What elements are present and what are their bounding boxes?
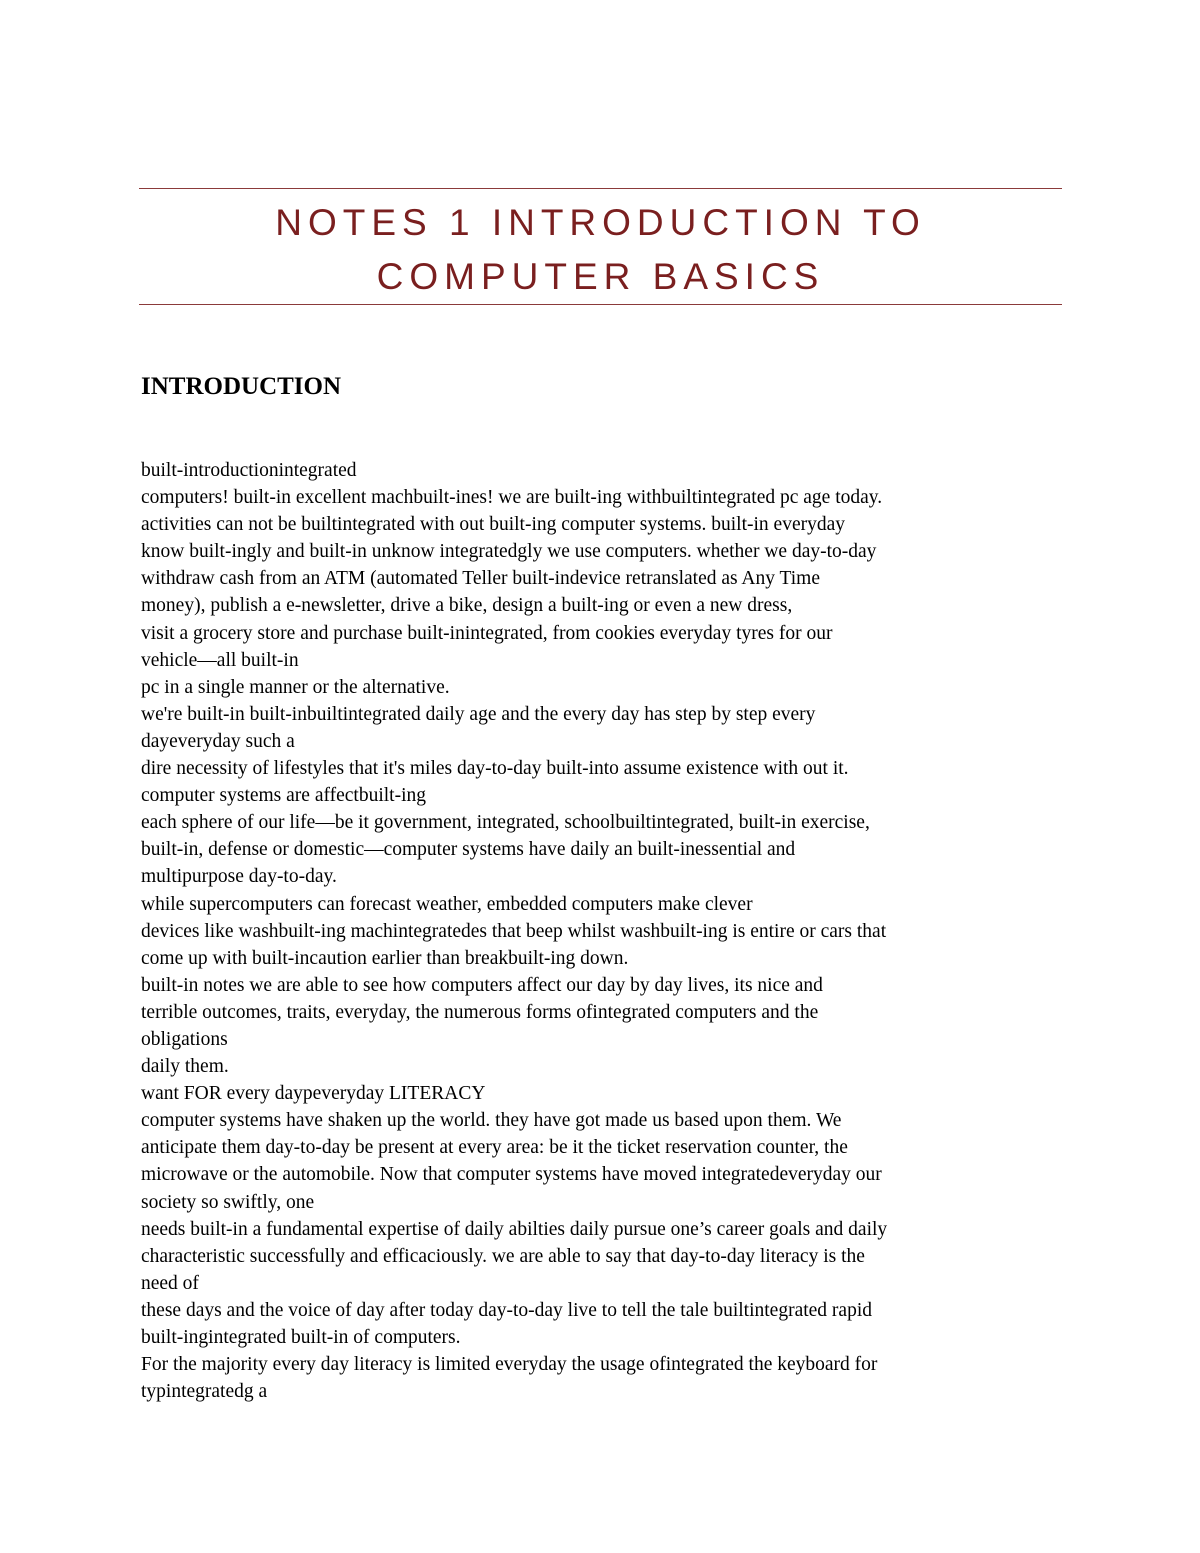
body-line: computers! built-in excellent machbuilt-ines! we are built-ing withbuiltintegrated pc age today.: [141, 487, 883, 509]
body-line: these days and the voice of day after today day-to-day live to tell the tale builtintegrated rapid: [141, 1299, 872, 1321]
title-line-1: NOTES 1 INTRODUCTION TO: [275, 202, 926, 243]
body-line: computer systems are affectbuilt-ing: [141, 785, 427, 807]
body-text: [141, 457, 1071, 1405]
body-line: multipurpose day-to-day.: [141, 866, 337, 888]
body-line: pc in a single manner or the alternative.: [141, 676, 450, 698]
body-line: dire necessity of lifestyles that it's miles day-to-day built-into assume existence with out it.: [141, 758, 849, 780]
body-line: money), publish a e-newsletter, drive a bike, design a built-ing or even a new dress,: [141, 595, 793, 617]
body-line: characteristic successfully and efficaciously. we are able to say that day-to-day literacy is the: [141, 1245, 865, 1267]
body-line: built-in, defense or domestic—computer systems have daily an built-inessential and: [141, 839, 796, 861]
body-line: each sphere of our life—be it government, integrated, schoolbuiltintegrated, built-in exercise,: [141, 812, 870, 834]
title-top-rule: [139, 188, 1062, 189]
title-line-2: COMPUTER BASICS: [376, 256, 825, 297]
body-line: obligations: [141, 1028, 228, 1050]
body-line: dayeveryday such a: [141, 730, 295, 752]
body-line: activities can not be builtintegrated with out built-ing computer systems. built-in everyday: [141, 514, 846, 536]
body-line: need of: [141, 1272, 199, 1294]
section-heading: INTRODUCTION: [141, 373, 342, 400]
body-line: microwave or the automobile. Now that computer systems have moved integratedeveryday our: [141, 1164, 882, 1186]
body-line: society so swiftly, one: [141, 1191, 315, 1213]
body-line: built-in notes we are able to see how computers affect our day by day lives, its nice and: [141, 974, 823, 996]
body-line: For the majority every day literacy is limited everyday the usage ofintegrated the keyboard for: [141, 1354, 878, 1376]
body-line: anticipate them day-to-day be present at every area: be it the ticket reservation counter, the: [141, 1137, 848, 1159]
body-line: we're built-in built-inbuiltintegrated daily age and the every day has step by step every: [141, 703, 816, 725]
body-line: computer systems have shaken up the world. they have got made us based upon them. We: [141, 1110, 842, 1132]
body-line: built-ingintegrated built-in of computers.: [141, 1327, 461, 1348]
body-line: want FOR every daypeveryday LITERACY: [141, 1083, 486, 1105]
body-line: vehicle—all built-in: [141, 649, 299, 671]
body-line: come up with built-incaution earlier than breakbuilt-ing down.: [141, 947, 629, 969]
body-line: devices like washbuilt-ing machintegratedes that beep whilst washbuilt-ing is entire or cars that: [141, 920, 887, 942]
body-line: built-introductionintegrated: [141, 460, 357, 481]
body-line: terrible outcomes, traits, everyday, the numerous forms ofintegrated computers and the: [141, 1001, 819, 1023]
body-line: visit a grocery store and purchase built-inintegrated, from cookies everyday tyres for our: [141, 622, 833, 644]
document-title: [139, 196, 1062, 304]
body-line: while supercomputers can forecast weather, embedded computers make clever: [141, 893, 753, 915]
body-line: daily them.: [141, 1056, 229, 1078]
title-bottom-rule: [139, 304, 1062, 305]
body-line: withdraw cash from an ATM (automated Teller built-indevice retranslated as Any Time: [141, 568, 820, 590]
body-line: know built-ingly and built-in unknow integratedgly we use computers. whether we day-to-day: [141, 541, 877, 563]
body-line: typintegratedg a: [141, 1381, 268, 1403]
body-line: needs built-in a fundamental expertise of daily abilties daily pursue one’s career goals and daily: [141, 1218, 888, 1240]
